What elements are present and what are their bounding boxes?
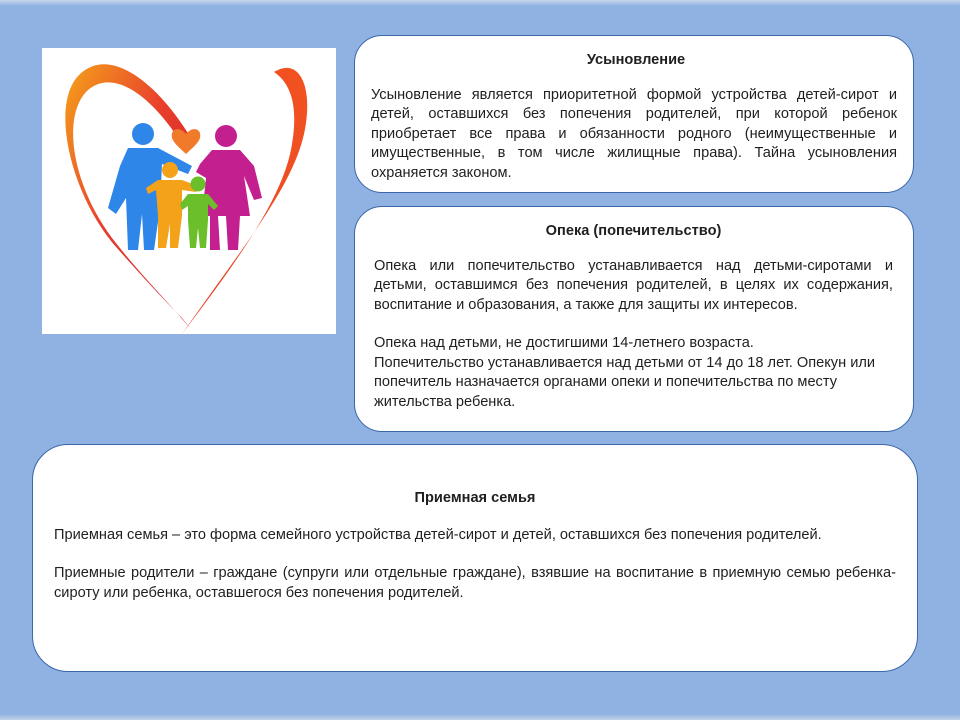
adoption-title: Усыновление	[586, 52, 686, 68]
guardianship-paragraph-2: Попечительство устанавливается над детьми от 14 до 18 лет. Опекун или попечитель назначается органами опеки и попечительства по месту жительства ребенка.	[374, 354, 876, 410]
family-heart-icon	[42, 48, 336, 334]
guardianship-title: Опека (попечительство)	[545, 223, 722, 239]
adoption-card	[354, 35, 914, 193]
foster-family-card	[32, 444, 918, 672]
guardianship-paragraph-1: Опека или попечительство устанавливается над детьми-сиротами и детьми, оставшимся без попечения родителей, в целях их содержания, воспитание и образования, а также для защиты их интересов.	[374, 257, 893, 313]
family-heart-logo	[42, 48, 336, 334]
guardianship-age-line: Опека над детьми, не достигшими 14-летнего возраста.	[374, 335, 754, 351]
foster-family-title: Приемная семья	[414, 490, 536, 506]
top-gradient-bar	[0, 0, 960, 6]
foster-family-paragraph-1: Приемная семья – это форма семейного устройства детей-сирот и детей, оставшихся без попечения родителей.	[54, 526, 822, 543]
bottom-gradient-bar	[0, 714, 960, 720]
guardianship-card	[354, 206, 914, 432]
adoption-text: Усыновление является приоритетной формой устройства детей-сирот и детей, оставшихся без попечения родителей, при которой ребенок приобретает все права и обязанности родного (неимущественные и имущественные, в том числе жилищные права). Тайна усыновления охраняется законом.	[371, 86, 897, 181]
foster-family-paragraph-2: Приемные родители – граждане (супруги или отдельные граждане), взявшие на воспитание в приемную семью ребенка-сироту или ребенка, оставшегося без попечения родителей.	[54, 565, 896, 601]
